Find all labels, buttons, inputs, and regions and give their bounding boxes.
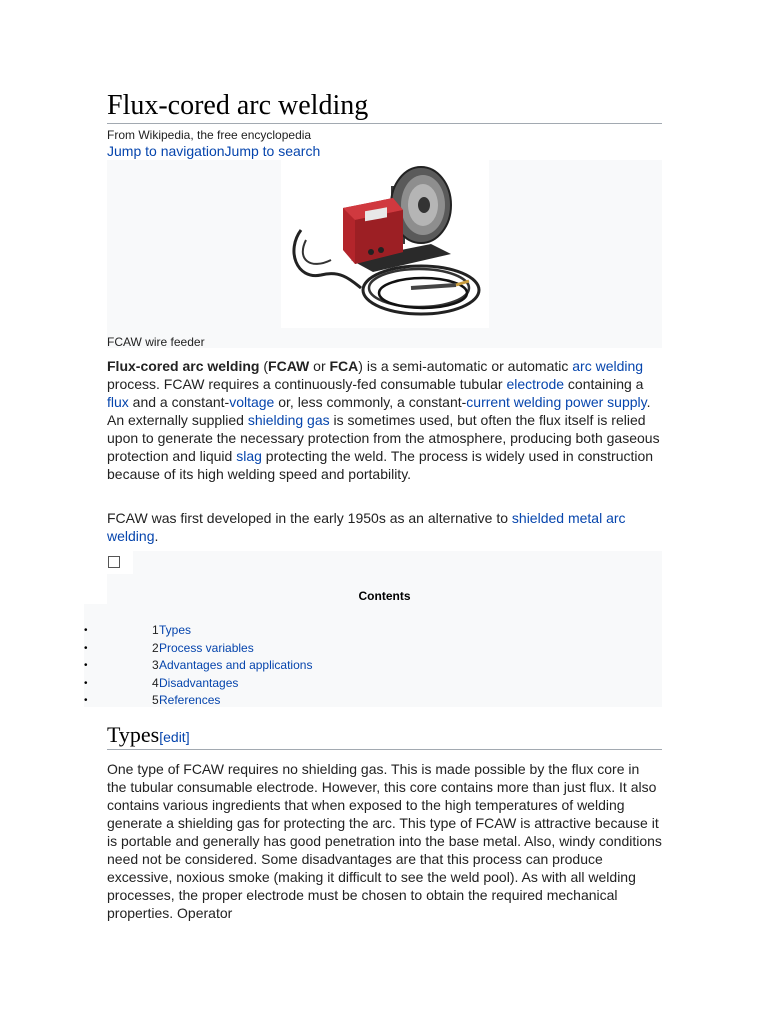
toc-item-number: 5 bbox=[152, 693, 159, 707]
section-divider bbox=[107, 749, 662, 750]
toc-item-number: 2 bbox=[152, 640, 159, 655]
toc-link-references[interactable]: References bbox=[159, 693, 221, 707]
toc-item-number: 4 bbox=[152, 675, 159, 690]
bullet-icon: • bbox=[84, 660, 88, 671]
site-tagline: From Wikipedia, the free encyclopedia bbox=[107, 128, 312, 142]
inline-link[interactable]: electrode bbox=[506, 376, 565, 392]
bullet-icon: • bbox=[84, 642, 88, 654]
inline-link[interactable]: current bbox=[466, 394, 510, 410]
history-paragraph bbox=[107, 509, 662, 545]
text-run: process. FCAW requires a continuously-fed consumable tubular bbox=[107, 376, 507, 392]
intro-paragraph bbox=[107, 357, 662, 483]
bullet-icon: • bbox=[84, 677, 88, 689]
bold-term: FCAW bbox=[268, 358, 310, 374]
page-title: Flux-cored arc welding bbox=[107, 90, 369, 121]
toc-toggle-checkbox[interactable] bbox=[108, 556, 120, 568]
inline-link[interactable]: flux bbox=[107, 394, 129, 410]
toc-title: Contents bbox=[358, 589, 411, 603]
toc-item-number: 1 bbox=[152, 623, 159, 637]
text-run: protecting the weld. The process is widely used in construction because of its high welding speed and portability. bbox=[107, 448, 654, 482]
bold-term: FCA bbox=[329, 358, 359, 374]
welding-wire-feeder-image[interactable] bbox=[281, 160, 489, 328]
types-paragraph: One type of FCAW requires no shielding gas. This is made possible by the flux core in the tubular consumable electrode. However, this core contains more than just flux. It also contains various ingredients that when exposed to the high temperatures of welding generate a shielding gas for protecting the arc. This type of FCAW is attractive because it is portable and generally has good penetration into the base metal. Also, windy conditions need not be considered. Some disadvantages are that this process can produce excessive, noxious smoke (making it difficult to see the weld pool). As with all welding processes, the proper electrode must be chosen to obtain the required mechanical properties. Operator bbox=[107, 761, 662, 921]
toc-item-number: 3 bbox=[152, 658, 159, 672]
toc-link-disadvantages[interactable]: Disadvantages bbox=[159, 675, 239, 690]
section-heading-types bbox=[107, 722, 190, 748]
text-run: containing a bbox=[564, 376, 644, 392]
jump-to-search-link[interactable]: Jump to search bbox=[224, 143, 321, 159]
inline-link[interactable]: slag bbox=[236, 448, 262, 464]
inline-link[interactable]: shielded metal arc welding bbox=[107, 510, 626, 544]
inline-link[interactable]: shielding gas bbox=[247, 412, 330, 428]
figure-caption: FCAW wire feeder bbox=[107, 335, 205, 349]
inline-link[interactable]: voltage bbox=[229, 394, 275, 410]
bold-term: Flux-cored arc welding bbox=[107, 358, 260, 374]
jump-to-navigation-link[interactable]: Jump to navigation bbox=[107, 143, 225, 159]
toc-link-advantages-and-applications[interactable]: Advantages and applications bbox=[159, 658, 313, 672]
text-run: or, less commonly, a constant- bbox=[274, 394, 467, 410]
title-divider bbox=[107, 123, 662, 124]
wire-feeder-illustration bbox=[281, 160, 489, 328]
text-run: ( bbox=[259, 358, 269, 374]
bullet-icon: • bbox=[84, 695, 88, 706]
text-run: or bbox=[309, 358, 330, 374]
section-heading-text: Types bbox=[107, 722, 160, 747]
text-run: is sometimes used, but often the flux itself is relied upon to generate the necessary protection from the atmosphere, producing both gaseous protection and liquid bbox=[107, 412, 660, 464]
text-run: ) is a semi-automatic or automatic bbox=[358, 358, 573, 374]
text-run: FCAW was first developed in the early 1950s as an alternative to bbox=[107, 510, 512, 526]
bullet-icon: • bbox=[84, 625, 88, 636]
jump-links bbox=[107, 143, 320, 159]
text-run: and a constant- bbox=[128, 394, 230, 410]
edit-section-link[interactable]: [edit] bbox=[159, 729, 190, 745]
toc-link-process-variables[interactable]: Process variables bbox=[159, 640, 254, 655]
inline-link[interactable]: welding power supply bbox=[513, 394, 647, 410]
toc-link-types[interactable]: Types bbox=[159, 623, 192, 637]
inline-link[interactable]: arc welding bbox=[572, 358, 644, 374]
text-run: . bbox=[154, 528, 159, 544]
text-run: . An externally supplied bbox=[107, 394, 651, 428]
